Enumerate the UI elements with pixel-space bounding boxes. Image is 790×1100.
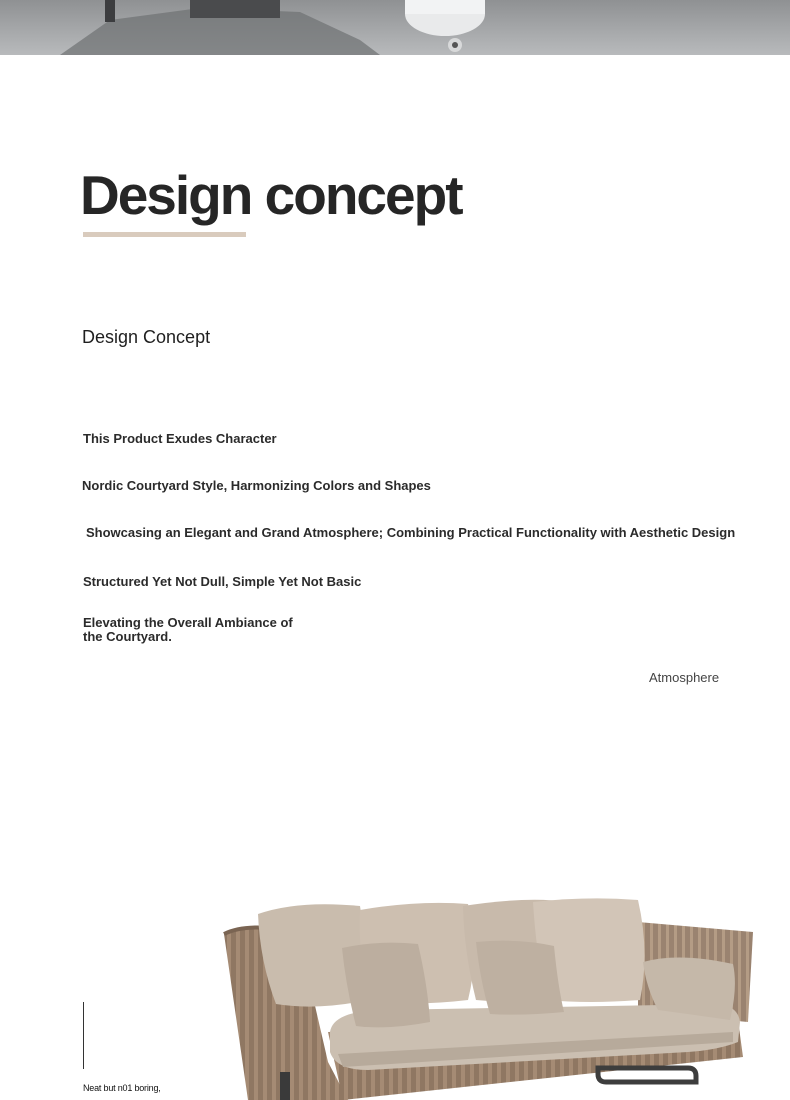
sofa-photo (218, 892, 760, 1100)
concept-line-1: This Product Exudes Character (83, 431, 277, 446)
section-title: Design Concept (82, 327, 211, 347)
concept-line-2: Nordic Courtyard Style, Harmonizing Colors and Shapes (82, 478, 431, 493)
caption-text: Neat but n01 boring, (83, 1083, 161, 1093)
page-title: Design concept (80, 164, 462, 226)
concept-line-4: Structured Yet Not Dull, Simple Yet Not Basic (83, 574, 362, 589)
title-underline (83, 232, 246, 237)
top-outdoor-photo (0, 0, 790, 55)
atmosphere-label: Atmosphere (649, 670, 720, 685)
concept-line-5: Elevating the Overall Ambiance of the Courtyard. (83, 615, 293, 644)
vertical-divider (83, 1002, 84, 1069)
concept-line-3: Showcasing an Elegant and Grand Atmosphere; Combining Practical Functionality with Aesthetic Design (86, 525, 736, 540)
